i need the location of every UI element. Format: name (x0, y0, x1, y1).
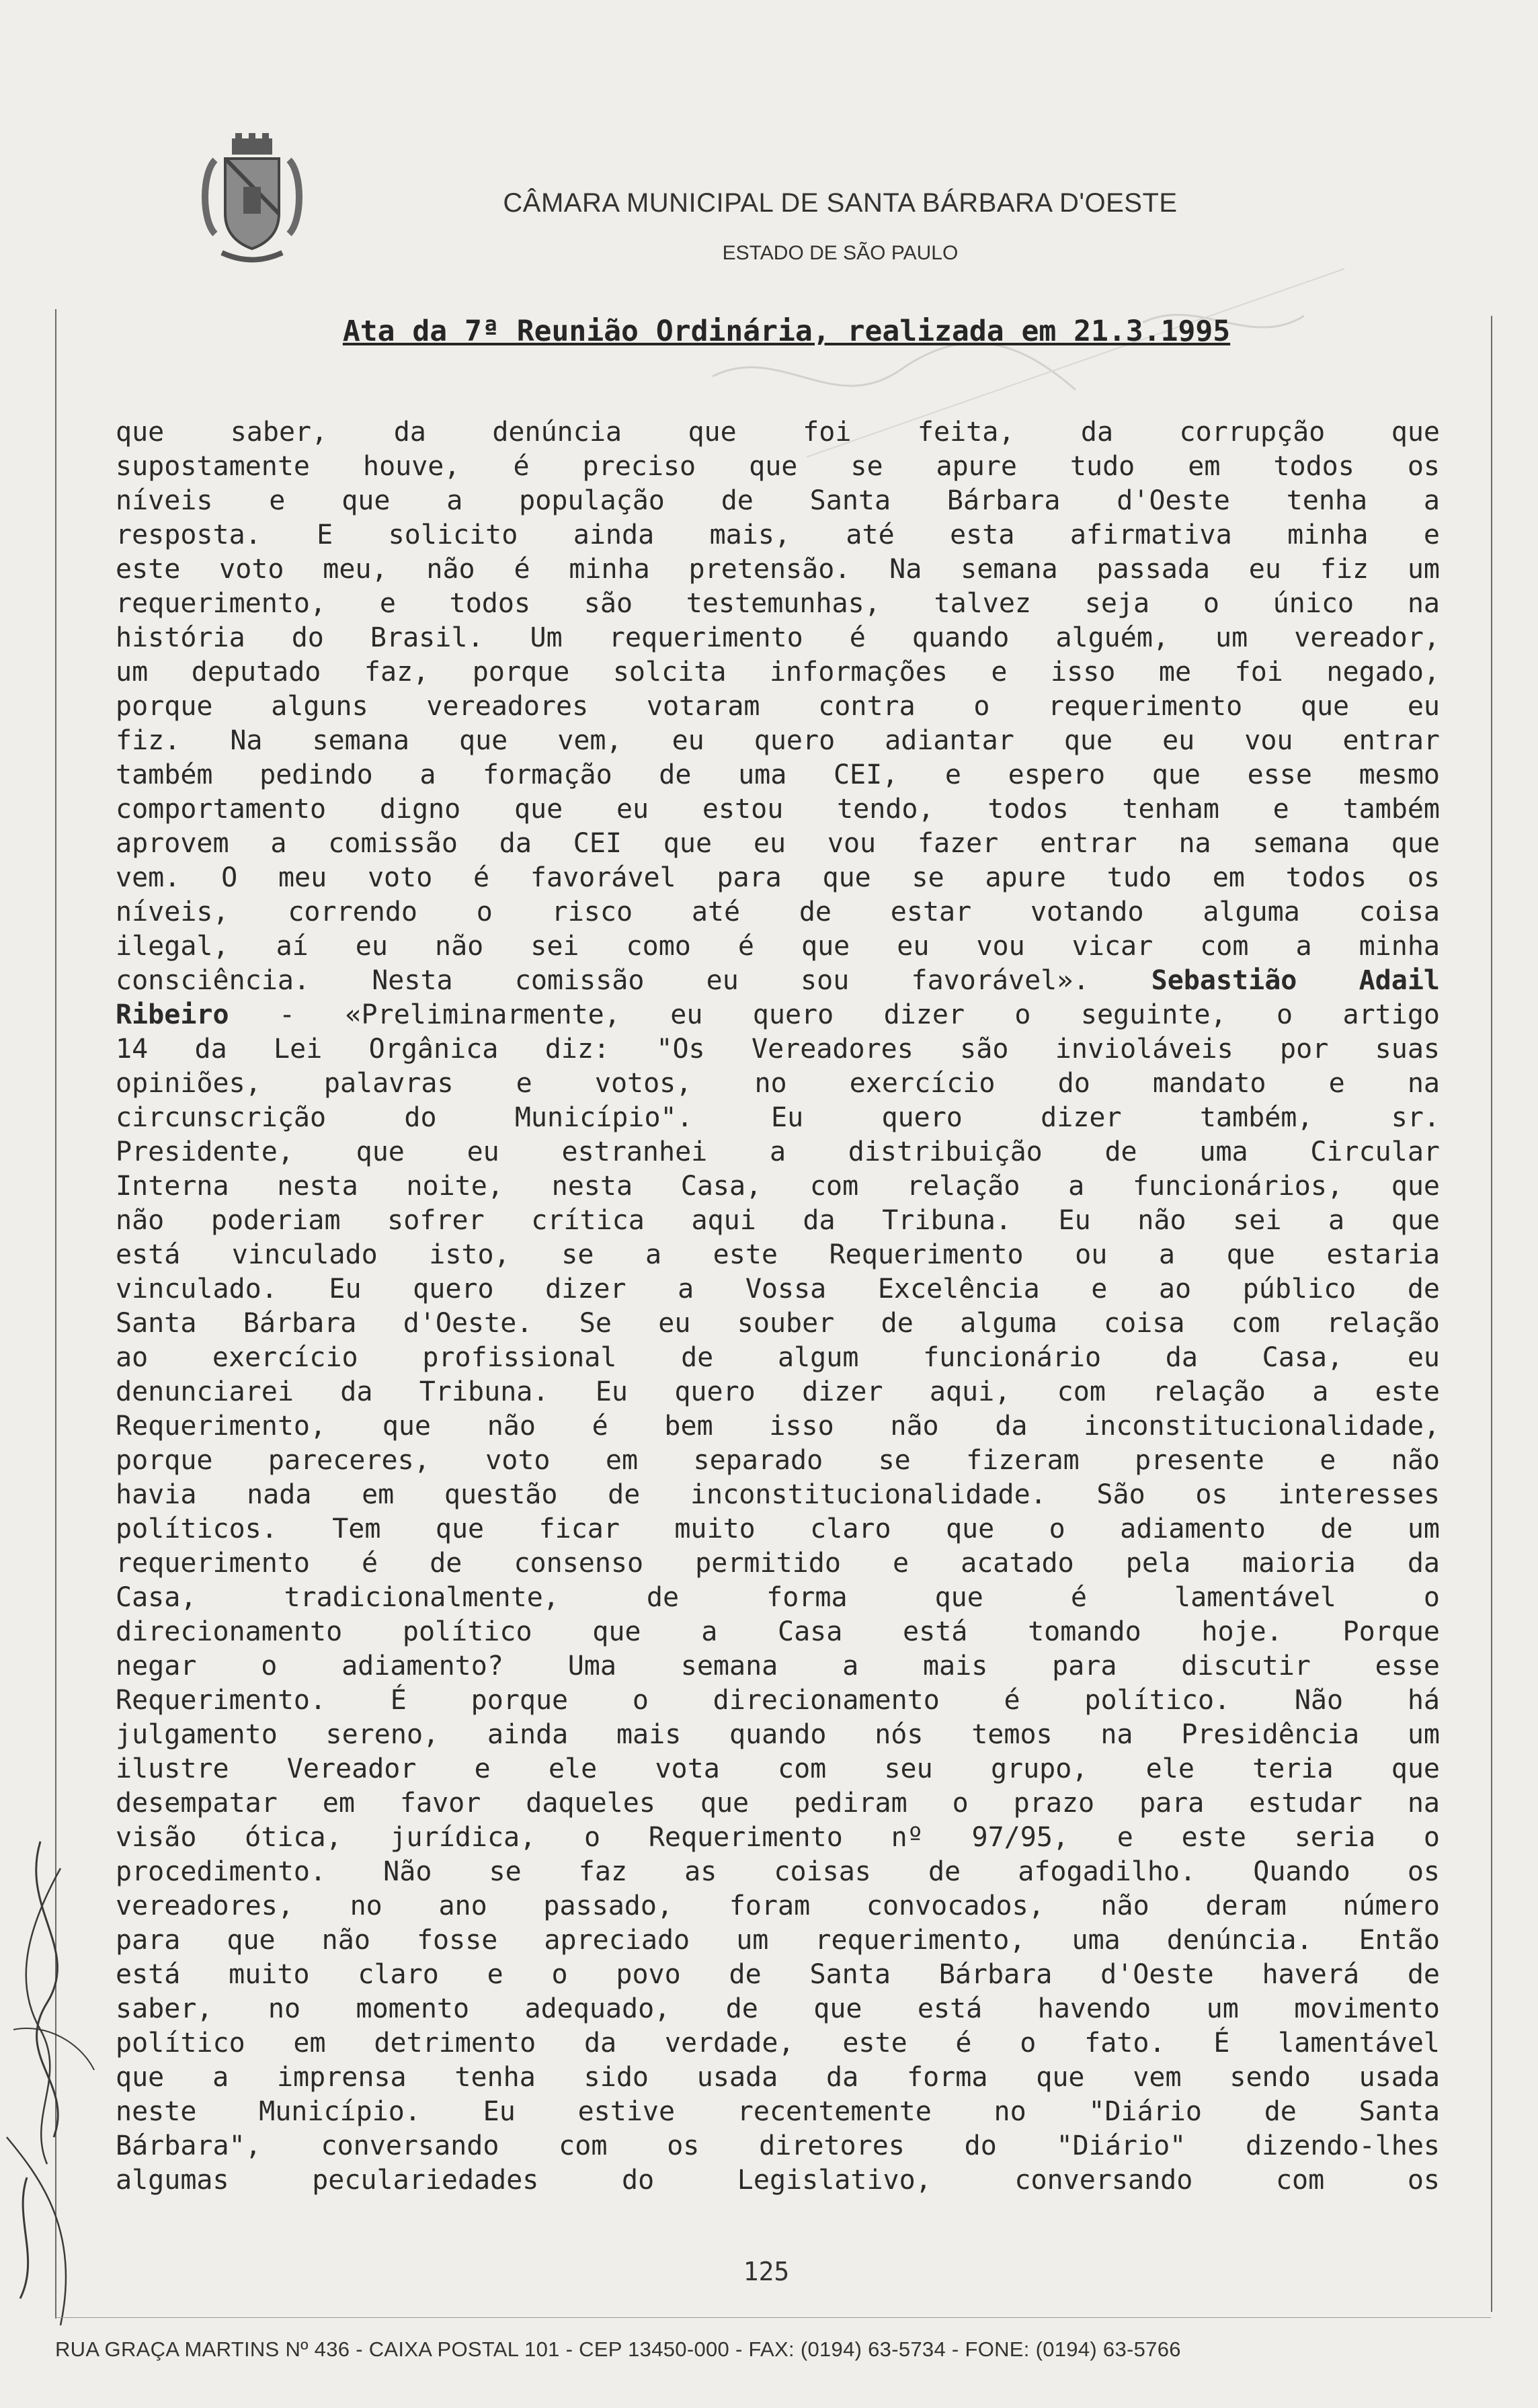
minutes-body (116, 415, 1440, 2198)
text-line: vereadores, no ano passado, foram convocados, não deram número (116, 1891, 1440, 1921)
text-line: direcionamento político que a Casa está tomando hoje. Porque (116, 1616, 1440, 1647)
text-line: vem. O meu voto é favorável para que se apure tudo em todos os (116, 862, 1440, 893)
text-line: porque alguns vereadores votaram contra o requerimento que eu (116, 691, 1440, 722)
text-line: resposta. E solicito ainda mais, até esta afirmativa minha e (116, 520, 1440, 550)
text-line: um deputado faz, porque solcita informações e isso me foi negado, (116, 657, 1440, 688)
text-line: algumas peculariedades do Legislativo, conversando com os (116, 2165, 1440, 2196)
speaker-name: Sebastião Adail (1151, 965, 1440, 996)
document-title: Ata da 7ª Reunião Ordinária, realizada em 21.3.1995 (342, 315, 1231, 348)
text-line: requerimento é de consenso permitido e acatado pela maioria da (116, 1548, 1440, 1579)
text-line: procedimento. Não se faz as coisas de afogadilho. Quando os (116, 1856, 1440, 1887)
chamber-address: RUA GRAÇA MARTINS Nº 436 - CAIXA POSTAL 101 - CEP 13450-000 - FAX: (0194) 63-5734 - FONE: (0194) 63-5766 (55, 2337, 1181, 2361)
right-margin-rule (1491, 316, 1492, 2312)
text-line: supostamente houve, é preciso que se apure tudo em todos os (116, 451, 1440, 482)
text-line: Casa, tradicionalmente, de forma que é lamentável o (116, 1582, 1440, 1613)
text-run: - «Preliminarmente, eu quero dizer o seguinte, o artigo (229, 999, 1440, 1030)
text-line: desempatar em favor daqueles que pediram o prazo para estudar na (116, 1788, 1440, 1819)
text-line: para que não fosse apreciado um requerimento, uma denúncia. Então (116, 1925, 1440, 1956)
text-line: Santa Bárbara d'Oeste. Se eu souber de alguma coisa com relação (116, 1308, 1440, 1339)
text-line: aprovem a comissão da CEI que eu vou fazer entrar na semana que (116, 828, 1440, 859)
text-line: ilegal, aí eu não sei como é que eu vou vicar com a minha (116, 931, 1440, 962)
speaker-name: Ribeiro (116, 999, 229, 1030)
footer-rule (55, 2317, 1491, 2318)
text-line: 14 da Lei Orgânica diz: "Os Vereadores são invioláveis por suas (116, 1034, 1440, 1065)
text-line: circunscrição do Município". Eu quero dizer também, sr. (116, 1102, 1440, 1133)
state-name: ESTADO DE SÃO PAULO (722, 242, 959, 264)
text-line: Requerimento. É porque o direcionamento é político. Não há (116, 1685, 1440, 1716)
text-line: que a imprensa tenha sido usada da forma que vem sendo usada (116, 2062, 1440, 2093)
text-line: níveis, correndo o risco até de estar votando alguma coisa (116, 897, 1440, 927)
text-line: Bárbara", conversando com os diretores do "Diário" dizendo-lhes (116, 2130, 1440, 2161)
text-line: fiz. Na semana que vem, eu quero adiantar que eu vou entrar (116, 725, 1440, 756)
text-line: comportamento digno que eu estou tendo, todos tenham e também (116, 794, 1440, 825)
text-line: requerimento, e todos são testemunhas, talvez seja o único na (116, 588, 1440, 619)
text-line: político em detrimento da verdade, este é o fato. É lamentável (116, 2028, 1440, 2059)
text-line: não poderiam sofrer crítica aqui da Tribuna. Eu não sei a que (116, 1205, 1440, 1236)
text-line-speaker (116, 998, 1440, 1032)
chamber-name: CÂMARA MUNICIPAL DE SANTA BÁRBARA D'OESTE (503, 188, 1178, 218)
text-line: visão ótica, jurídica, o Requerimento nº 97/95, e este seria o (116, 1822, 1440, 1853)
text-line: que saber, da denúncia que foi feita, da corrupção que (116, 417, 1440, 448)
text-line: saber, no momento adequado, de que está havendo um movimento (116, 1993, 1440, 2024)
handwritten-signature-icon (0, 1828, 101, 2339)
text-run: consciência. Nesta comissão eu sou favorável». (116, 965, 1151, 996)
text-line: ao exercício profissional de algum funcionário da Casa, eu (116, 1342, 1440, 1373)
text-line: neste Município. Eu estive recentemente no "Diário de Santa (116, 2096, 1440, 2127)
text-line: denunciarei da Tribuna. Eu quero dizer aqui, com relação a este (116, 1376, 1440, 1407)
text-line: está muito claro e o povo de Santa Bárbara d'Oeste haverá de (116, 1959, 1440, 1990)
text-line: opiniões, palavras e votos, no exercício do mandato e na (116, 1068, 1440, 1099)
text-line: julgamento sereno, ainda mais quando nós temos na Presidência um (116, 1719, 1440, 1750)
text-line: está vinculado isto, se a este Requerimento ou a que estaria (116, 1239, 1440, 1270)
text-line: políticos. Tem que ficar muito claro que o adiamento de um (116, 1513, 1440, 1544)
text-line: havia nada em questão de inconstitucionalidade. São os interesses (116, 1479, 1440, 1510)
text-line-speaker (116, 964, 1440, 998)
text-line: Interna nesta noite, nesta Casa, com relação a funcionários, que (116, 1171, 1440, 1202)
text-line: também pedindo a formação de uma CEI, e espero que esse mesmo (116, 759, 1440, 790)
text-line: história do Brasil. Um requerimento é quando alguém, um vereador, (116, 622, 1440, 653)
page-number: 125 (743, 2257, 790, 2286)
text-line: vinculado. Eu quero dizer a Vossa Excelência e ao público de (116, 1274, 1440, 1304)
text-line: negar o adiamento? Uma semana a mais para discutir esse (116, 1651, 1440, 1682)
municipal-coat-of-arms-icon (202, 133, 302, 267)
text-line: porque pareceres, voto em separado se fizeram presente e não (116, 1445, 1440, 1476)
text-line: níveis e que a população de Santa Bárbara d'Oeste tenha a (116, 485, 1440, 516)
text-line: Requerimento, que não é bem isso não da inconstitucionalidade, (116, 1411, 1440, 1442)
text-line: este voto meu, não é minha pretensão. Na semana passada eu fiz um (116, 554, 1440, 585)
text-line: Presidente, que eu estranhei a distribuição de uma Circular (116, 1136, 1440, 1167)
text-line: ilustre Vereador e ele vota com seu grupo, ele teria que (116, 1753, 1440, 1784)
